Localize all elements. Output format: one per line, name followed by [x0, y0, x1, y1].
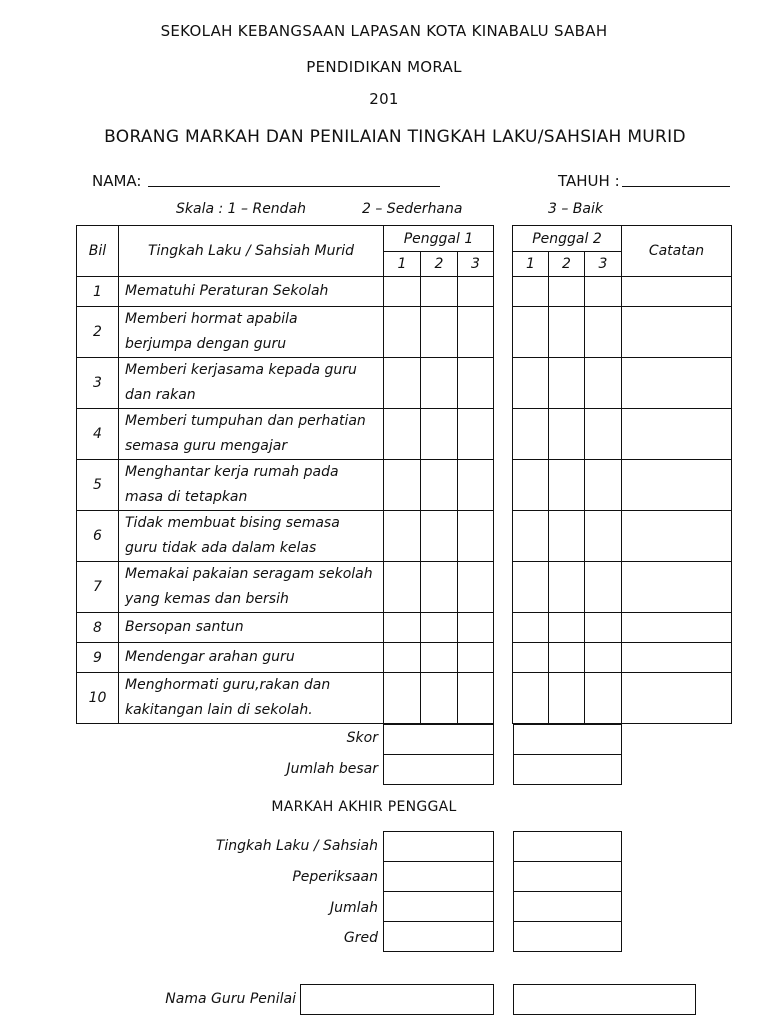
behaviour-cell [119, 613, 384, 643]
teacher-name-term2-box[interactable] [513, 984, 696, 1015]
score-cell-t1-s2[interactable] [421, 409, 458, 460]
nama-label: NAMA: [92, 172, 142, 190]
subject-name: PENDIDIKAN MORAL [306, 58, 462, 76]
behaviour-cell [119, 277, 384, 307]
jumlah-besar-term2-cell[interactable] [514, 755, 622, 785]
table-row [77, 460, 732, 511]
behaviour-line-2: guru tidak ada dalam kelas [125, 540, 317, 556]
behaviour-line-2: kakitangan lain di sekolah. [125, 702, 313, 718]
behaviour-line-1: Menghantar kerja rumah pada [125, 464, 339, 480]
col-term2-header: Penggal 2 [513, 226, 622, 252]
behaviour-cell [119, 562, 384, 613]
final-behaviour-term1-cell[interactable] [384, 832, 494, 862]
score-cell-t1-s3[interactable] [458, 460, 494, 511]
col-bil-header: Bil [77, 226, 119, 277]
behaviour-line-1: Tidak membuat bising semasa [125, 515, 340, 531]
score-cell-t1-s1[interactable] [384, 511, 421, 562]
table-row [77, 643, 732, 673]
notes-cell[interactable] [622, 460, 732, 511]
behaviour-cell [119, 409, 384, 460]
final-item-total-label: Jumlah [330, 900, 378, 916]
final-grade-term1-cell[interactable] [384, 922, 494, 952]
behaviour-line-1: Memberi kerjasama kepada guru [125, 362, 357, 378]
behaviour-line-1: Menghormati guru,rakan dan [125, 677, 331, 693]
score-cell-t2-s2[interactable] [549, 643, 585, 673]
skor-term2-cell[interactable] [514, 725, 622, 755]
score-cell-t2-s1[interactable] [513, 307, 549, 358]
score-cell-t2-s3[interactable] [585, 643, 622, 673]
score-cell-t1-s3[interactable] [458, 409, 494, 460]
behaviour-line-2: dan rakan [125, 387, 196, 403]
column-gap [494, 358, 513, 409]
table-row [77, 673, 732, 724]
row-number: 8 [77, 613, 119, 643]
final-boxes-term1 [383, 831, 494, 952]
score-cell-t2-s3[interactable] [585, 511, 622, 562]
school-name: SEKOLAH KEBANGSAAN LAPASAN KOTA KINABALU SABAH [160, 22, 608, 40]
score-cell-t2-s1[interactable] [513, 277, 549, 307]
t1-score-3: 3 [458, 252, 494, 277]
score-cell-t1-s2[interactable] [421, 511, 458, 562]
notes-cell[interactable] [622, 673, 732, 724]
score-cell-t1-s3[interactable] [458, 613, 494, 643]
column-gap [494, 562, 513, 613]
score-cell-t1-s2[interactable] [421, 643, 458, 673]
row-number: 6 [77, 511, 119, 562]
skor-label: Skor [346, 730, 378, 746]
final-grade-term2-cell[interactable] [514, 922, 622, 952]
final-behaviour-term2-cell[interactable] [514, 832, 622, 862]
behaviour-line-1: Memberi hormat apabila [125, 311, 298, 327]
row-number: 2 [77, 307, 119, 358]
score-cell-t2-s1[interactable] [513, 643, 549, 673]
nama-field-line[interactable] [148, 186, 440, 187]
final-exam-term1-cell[interactable] [384, 862, 494, 892]
score-cell-t1-s3[interactable] [458, 562, 494, 613]
score-cell-t2-s3[interactable] [585, 460, 622, 511]
notes-cell[interactable] [622, 613, 732, 643]
score-cell-t1-s2[interactable] [421, 613, 458, 643]
table-row [77, 358, 732, 409]
col-behaviour-header: Tingkah Laku / Sahsiah Murid [119, 226, 384, 277]
score-cell-t1-s2[interactable] [421, 460, 458, 511]
score-cell-t1-s3[interactable] [458, 277, 494, 307]
score-cell-t2-s3[interactable] [585, 409, 622, 460]
final-total-term2-cell[interactable] [514, 892, 622, 922]
behaviour-cell [119, 307, 384, 358]
behaviour-line-1: Mendengar arahan guru [125, 649, 295, 665]
score-cell-t1-s1[interactable] [384, 673, 421, 724]
score-cell-t1-s2[interactable] [421, 358, 458, 409]
notes-cell[interactable] [622, 562, 732, 613]
t2-score-3: 3 [585, 252, 622, 277]
score-cell-t1-s1[interactable] [384, 277, 421, 307]
scale-mid: 2 – Sederhana [362, 201, 463, 217]
score-cell-t1-s1[interactable] [384, 460, 421, 511]
column-gap [494, 673, 513, 724]
form-title: BORANG MARKAH DAN PENILAIAN TINGKAH LAKU/SAHSIAH MURID [104, 127, 686, 147]
tahun-label: TAHUH : [558, 172, 620, 190]
score-cell-t2-s2[interactable] [549, 460, 585, 511]
score-cell-t2-s2[interactable] [549, 613, 585, 643]
score-cell-t2-s2[interactable] [549, 673, 585, 724]
final-boxes-term2 [513, 831, 622, 952]
behaviour-cell [119, 673, 384, 724]
score-cell-t1-s2[interactable] [421, 307, 458, 358]
skor-boxes-term1 [383, 724, 494, 785]
score-cell-t2-s1[interactable] [513, 409, 549, 460]
behaviour-line-1: Memakai pakaian seragam sekolah [125, 566, 373, 582]
behaviour-cell [119, 460, 384, 511]
row-number: 5 [77, 460, 119, 511]
column-gap [494, 307, 513, 358]
jumlah-besar-term1-cell[interactable] [384, 755, 494, 785]
score-cell-t1-s3[interactable] [458, 358, 494, 409]
score-cell-t2-s2[interactable] [549, 358, 585, 409]
tahun-field-line[interactable] [622, 186, 730, 187]
table-row [77, 409, 732, 460]
behaviour-line-2: berjumpa dengan guru [125, 336, 287, 352]
notes-cell[interactable] [622, 643, 732, 673]
final-item-grade-label: Gred [343, 930, 378, 946]
behaviour-line-1: Memberi tumpuhan dan perhatian [125, 413, 366, 429]
behaviour-line-2: yang kemas dan bersih [125, 591, 289, 607]
behaviour-cell [119, 511, 384, 562]
column-gap [494, 277, 513, 307]
behaviour-cell [119, 643, 384, 673]
table-row [77, 307, 732, 358]
score-cell-t2-s3[interactable] [585, 613, 622, 643]
score-cell-t2-s3[interactable] [585, 277, 622, 307]
score-cell-t2-s1[interactable] [513, 358, 549, 409]
col-term1-header: Penggal 1 [384, 226, 494, 252]
skor-boxes-term2 [513, 724, 622, 785]
column-gap [494, 460, 513, 511]
score-cell-t2-s3[interactable] [585, 307, 622, 358]
score-cell-t1-s3[interactable] [458, 307, 494, 358]
t1-score-2: 2 [421, 252, 458, 277]
score-cell-t2-s1[interactable] [513, 562, 549, 613]
t2-score-1: 1 [513, 252, 549, 277]
subject-code: 201 [369, 90, 399, 108]
score-cell-t1-s3[interactable] [458, 511, 494, 562]
t2-score-2: 2 [549, 252, 585, 277]
notes-cell[interactable] [622, 277, 732, 307]
final-item-behaviour-label: Tingkah Laku / Sahsiah [215, 838, 378, 854]
table-row [77, 613, 732, 643]
score-cell-t2-s1[interactable] [513, 613, 549, 643]
score-cell-t1-s1[interactable] [384, 613, 421, 643]
teacher-name-label: Nama Guru Penilai [165, 991, 296, 1007]
teacher-name-term1-box[interactable] [300, 984, 494, 1015]
score-cell-t2-s3[interactable] [585, 358, 622, 409]
score-cell-t2-s2[interactable] [549, 277, 585, 307]
final-item-exam-label: Peperiksaan [292, 869, 378, 885]
row-number: 1 [77, 277, 119, 307]
score-cell-t1-s2[interactable] [421, 673, 458, 724]
score-cell-t1-s1[interactable] [384, 307, 421, 358]
skor-term1-cell[interactable] [384, 725, 494, 755]
notes-cell[interactable] [622, 358, 732, 409]
behaviour-line-2: masa di tetapkan [125, 489, 248, 505]
behaviour-table [76, 225, 732, 724]
score-cell-t1-s1[interactable] [384, 409, 421, 460]
column-gap [494, 613, 513, 643]
score-cell-t2-s3[interactable] [585, 562, 622, 613]
behaviour-line-1: Bersopan santun [125, 619, 244, 635]
score-cell-t1-s1[interactable] [384, 358, 421, 409]
jumlah-besar-label: Jumlah besar [286, 761, 378, 777]
score-cell-t1-s1[interactable] [384, 643, 421, 673]
t1-score-1: 1 [384, 252, 421, 277]
score-cell-t2-s2[interactable] [549, 409, 585, 460]
column-gap [494, 643, 513, 673]
score-cell-t1-s1[interactable] [384, 562, 421, 613]
table-row [77, 277, 732, 307]
row-number: 4 [77, 409, 119, 460]
score-cell-t2-s1[interactable] [513, 511, 549, 562]
row-number: 9 [77, 643, 119, 673]
scale-high: 3 – Baik [548, 201, 603, 217]
notes-cell[interactable] [622, 409, 732, 460]
row-number: 3 [77, 358, 119, 409]
behaviour-cell [119, 358, 384, 409]
table-row [77, 562, 732, 613]
score-cell-t1-s2[interactable] [421, 562, 458, 613]
behaviour-line-1: Mematuhi Peraturan Sekolah [125, 283, 329, 299]
score-cell-t1-s2[interactable] [421, 277, 458, 307]
column-gap [494, 226, 513, 277]
notes-cell[interactable] [622, 511, 732, 562]
score-cell-t2-s2[interactable] [549, 511, 585, 562]
score-cell-t2-s1[interactable] [513, 460, 549, 511]
col-notes-header: Catatan [622, 226, 732, 277]
score-cell-t2-s3[interactable] [585, 673, 622, 724]
row-number: 7 [77, 562, 119, 613]
score-cell-t2-s2[interactable] [549, 562, 585, 613]
score-cell-t1-s3[interactable] [458, 643, 494, 673]
score-cell-t1-s3[interactable] [458, 673, 494, 724]
row-number: 10 [77, 673, 119, 724]
final-marks-title: MARKAH AKHIR PENGGAL [271, 799, 457, 815]
final-total-term1-cell[interactable] [384, 892, 494, 922]
column-gap [494, 511, 513, 562]
table-row [77, 511, 732, 562]
score-cell-t2-s1[interactable] [513, 673, 549, 724]
scale-low: Skala : 1 – Rendah [176, 201, 307, 217]
behaviour-line-2: semasa guru mengajar [125, 438, 288, 454]
score-cell-t2-s2[interactable] [549, 307, 585, 358]
final-exam-term2-cell[interactable] [514, 862, 622, 892]
notes-cell[interactable] [622, 307, 732, 358]
column-gap [494, 409, 513, 460]
